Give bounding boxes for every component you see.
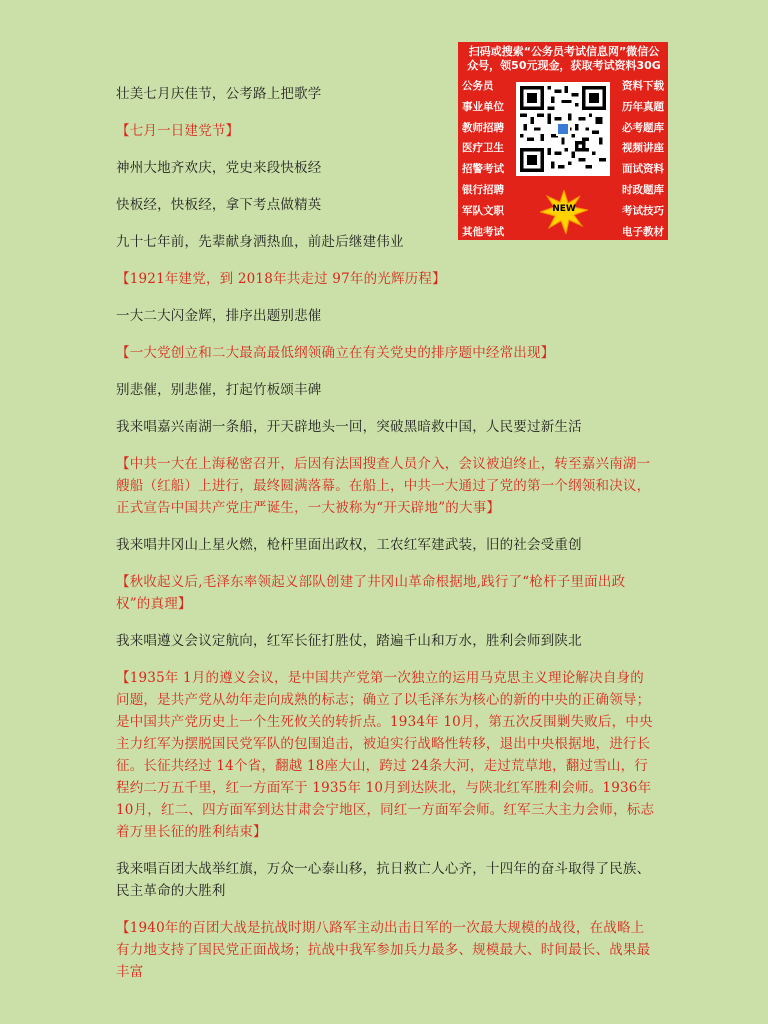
paragraph-11: 【中共一大在上海秘密召开，后因有法国搜查人员介入，会议被迫终止，转至嘉兴南湖一艘船（红船）上进行，最终圆满落幕。在船上，中共一大通过了党的第一个纲领和决议，正式宣告中国共产党庄严诞生，一大被称为“开天辟地”的大事】 <box>116 456 651 516</box>
paragraph-6: 【1921年建党，到 2018年共走过 97年的光辉历程】 <box>116 271 446 287</box>
promo-item[interactable]: 招警考试 <box>462 163 504 176</box>
promo-item[interactable]: 时政题库 <box>622 183 664 196</box>
promo-right-list <box>610 76 664 242</box>
promo-left-list <box>462 76 516 242</box>
paragraph-12: 我来唱井冈山上星火燃，枪杆里面出政权，工农红军建武装，旧的社会受重创 <box>116 537 582 553</box>
paragraph-8: 【一大党创立和二大最高最低纲领确立在有关党史的排序题中经常出现】 <box>116 345 555 361</box>
paragraph-15: 【1935年 1月的遵义会议，是中国共产党第一次独立的运用马克思主义理论解决自身的问题，是共产党从幼年走向成熟的标志；确立了以毛泽东为核心的新的中央的正确领导；是中国共产党历史上一个生死攸关的转折点。1934年 10月，第五次反围剿失败后，中央主力红军为摆脱国民党军队的包围追击，被迫实行战略性转移，退出中央根据地，进行长征。长征共经过 14个省，翻越 18座大山，跨过 24条大河，走过荒草地，翻过雪山，行程约二万五千里，红一方面军于 1935年 10月到达陕北，与陕北红军胜利会师。1936年 10月，红二、四方面军到达甘肃会宁地区，同红一方面军会师。红军三大主力会师，标志着万里长征的胜利结束】 <box>116 670 655 840</box>
paragraph-17: 【1940年的百团大战是抗战时期八路军主动出击日军的一次最大规模的战役，在战略上有力地支持了国民党正面战场；抗战中我军参加兵力最多、规模最大、时间最长、战果最丰富 <box>116 920 651 980</box>
paragraph-10: 我来唱嘉兴南湖一条船，开天辟地头一回，突破黑暗救中国，人民要过新生活 <box>116 419 582 435</box>
promo-item[interactable]: 其他考试 <box>462 225 504 238</box>
paragraph-5: 九十七年前，先辈献身洒热血，前赴后继建伟业 <box>116 234 404 250</box>
promo-banner[interactable] <box>458 42 668 240</box>
promo-item[interactable]: 医疗卫生 <box>462 142 504 155</box>
paragraph-14: 我来唱遵义会议定航向，红军长征打胜仗，踏遍千山和万水，胜利会师到陕北 <box>116 633 582 649</box>
promo-item[interactable]: 教师招聘 <box>462 121 504 134</box>
paragraph-4: 快板经，快板经，拿下考点做精英 <box>116 197 322 213</box>
promo-item[interactable]: 面试资料 <box>622 163 664 176</box>
paragraph-3: 神州大地齐欢庆，党史来段快板经 <box>116 160 322 176</box>
promo-item[interactable]: 考试技巧 <box>622 204 664 217</box>
promo-item[interactable]: 历年真题 <box>622 100 664 113</box>
promo-item[interactable]: 军队文职 <box>462 204 504 217</box>
qr-code-icon <box>520 86 606 172</box>
paragraph-9: 别悲催，别悲催，打起竹板颂丰碑 <box>116 382 322 398</box>
paragraph-7: 一大二大闪金辉，排序出题别悲催 <box>116 308 322 324</box>
paragraph-16: 我来唱百团大战举红旗，万众一心泰山移，抗日救亡人心齐，十四年的奋斗取得了民族、民主革命的大胜利 <box>116 861 651 899</box>
promo-item[interactable]: 事业单位 <box>462 100 504 113</box>
promo-item[interactable]: 必考题库 <box>622 121 664 134</box>
promo-item[interactable]: 视频讲座 <box>622 142 664 155</box>
promo-item[interactable]: 银行招聘 <box>462 183 504 196</box>
new-badge <box>540 190 588 234</box>
paragraph-13: 【秋收起义后,毛泽东率领起义部队创建了井冈山革命根据地,践行了“枪杆子里面出政权”的真理】 <box>116 574 626 612</box>
paragraph-2: 【七月一日建党节】 <box>116 123 240 139</box>
promo-item[interactable]: 公务员 <box>462 80 494 92</box>
promo-item[interactable]: 资料下载 <box>622 80 664 92</box>
new-badge-label: NEW <box>552 204 576 214</box>
promo-headline: 扫码或搜索“公务员考试信息网”微信公众号，领50元现金，获取考试资料30G <box>467 45 661 72</box>
qr-code[interactable] <box>516 82 610 176</box>
paragraph-1: 壮美七月庆佳节，公考路上把歌学 <box>116 86 322 102</box>
promo-item[interactable]: 电子教材 <box>622 225 664 238</box>
